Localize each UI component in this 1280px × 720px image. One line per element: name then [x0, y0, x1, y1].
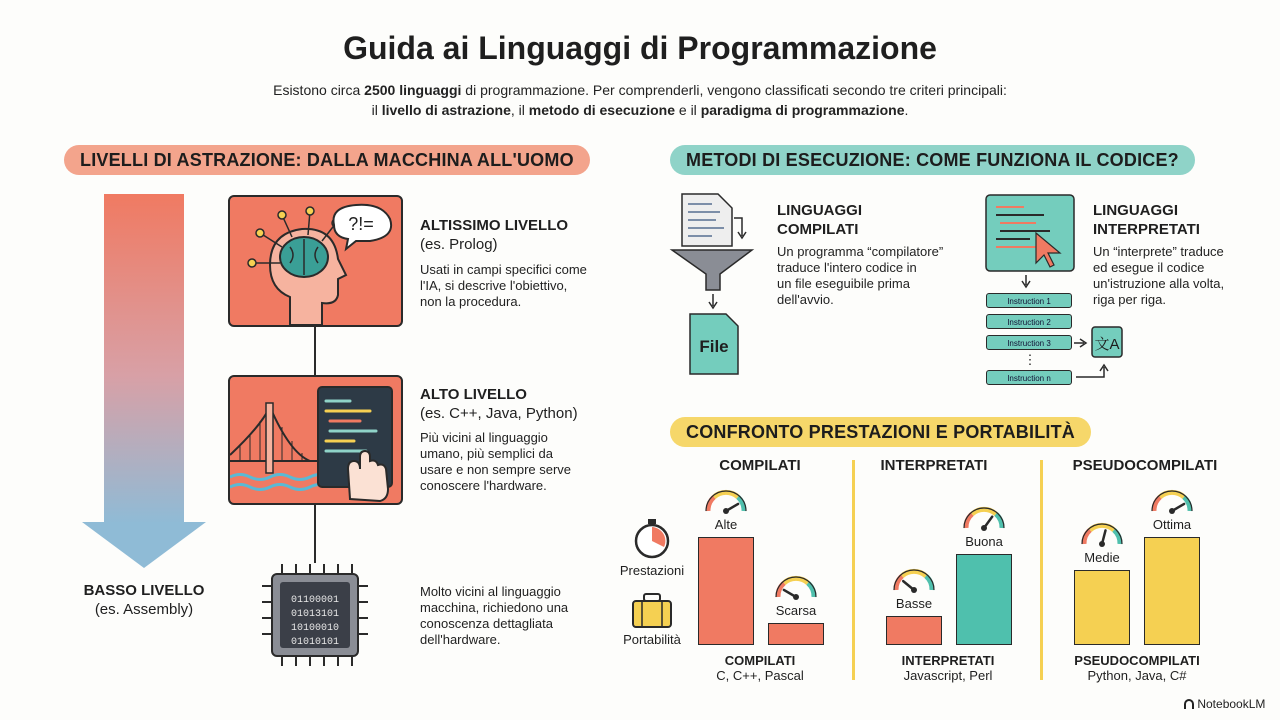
highest-level-desc — [420, 262, 620, 310]
footer-pseudo — [1062, 653, 1212, 683]
execution-banner: METODI DI ESECUZIONE: COME FUNZIONA IL CODICE? — [670, 145, 1195, 175]
desc-line: un file eseguibile prima — [777, 276, 910, 291]
desc-line: l'IA, si descrive l'obiettivo, — [420, 278, 568, 293]
column-separator — [1040, 460, 1043, 680]
gauge-icon — [1080, 520, 1124, 548]
desc-line: conoscere l'hardware. — [420, 478, 547, 493]
highest-level-example: (es. Prolog) — [420, 236, 498, 253]
desc-line: Usati in campi specifici come — [420, 262, 587, 277]
intro-text-part: di programmazione. Per comprenderli, vengono classificati secondo tre criteri principali: — [461, 82, 1007, 98]
desc-line: traduce l'intero codice in — [777, 260, 917, 275]
desc-line: dell'avvio. — [777, 292, 834, 307]
footer-compiled — [690, 653, 830, 683]
compiled-block — [777, 201, 967, 308]
high-level-title: ALTO LIVELLO — [420, 386, 527, 403]
col-head-interpreted: INTERPRETATI — [880, 457, 988, 474]
label-interpreted-performance: Basse — [895, 596, 933, 611]
gauge-icon — [962, 504, 1006, 532]
instruction-box: Instruction 1 — [986, 293, 1072, 308]
low-level-heading — [64, 581, 224, 619]
desc-line: un'istruzione alla volta, — [1093, 276, 1225, 291]
high-level-block — [420, 385, 620, 494]
bridge-card — [228, 375, 403, 505]
col-head-compiled: COMPILATI — [719, 457, 801, 474]
low-level-example: (es. Assembly) — [94, 601, 194, 618]
bar-interpreted-performance — [886, 616, 942, 645]
legend-performance: Prestazioni — [619, 563, 685, 578]
intro-bold: 2500 linguaggi — [364, 82, 462, 98]
binary-line: 01013101 — [290, 609, 339, 620]
compiled-desc — [777, 244, 967, 308]
interpreted-title-2: INTERPRETATI — [1093, 221, 1200, 238]
footer-compiled-examples: C, C++, Pascal — [716, 668, 804, 683]
footer-interpreted-examples: Javascript, Perl — [903, 668, 993, 683]
column-separator — [852, 460, 855, 680]
bar-compiled-portability — [768, 623, 824, 645]
footer-pseudo-title: PSEUDOCOMPILATI — [1074, 653, 1200, 668]
low-level-title: BASSO LIVELLO — [83, 582, 205, 599]
comparison-banner: CONFRONTO PRESTAZIONI E PORTABILITÀ — [670, 417, 1091, 447]
gauge-icon — [892, 566, 936, 594]
intro-bold: livello di astrazione — [381, 102, 511, 118]
brand-name: NotebookLM — [1197, 697, 1266, 711]
binary-line: 01010101 — [290, 637, 339, 648]
desc-line: usare e non sempre serve — [420, 462, 572, 477]
highest-level-block — [420, 216, 620, 310]
gauge-icon — [704, 487, 748, 515]
highest-level-title: ALTISSIMO LIVELLO — [420, 217, 569, 234]
gauge-icon — [1150, 487, 1194, 515]
col-head-pseudo: PSEUDOCOMPILATI — [1072, 457, 1218, 474]
high-level-desc — [420, 430, 620, 494]
intro-text — [0, 80, 1280, 120]
stopwatch-icon — [632, 517, 672, 561]
desc-line: macchina, richiedono una — [420, 600, 569, 615]
label-interpreted-portability: Buona — [965, 534, 1003, 549]
intro-text-part: il — [371, 102, 382, 118]
levels-banner: LIVELLI DI ASTRAZIONE: DALLA MACCHINA ALL'UOMO — [64, 145, 590, 175]
desc-line: umano, più semplici da — [420, 446, 553, 461]
label-pseudo-performance: Medie — [1084, 550, 1120, 565]
desc-line: Più vicini al linguaggio — [420, 430, 548, 445]
interpreted-title-1: LINGUAGGI — [1093, 202, 1178, 219]
chip-illustration — [260, 560, 370, 670]
connector-line — [314, 326, 316, 376]
intro-bold: metodo di esecuzione — [528, 102, 675, 118]
desc-line: Un programma “compilatore” — [777, 244, 944, 259]
footer-compiled-title: COMPILATI — [724, 653, 796, 668]
bar-interpreted-portability — [956, 554, 1012, 645]
compiled-title-1: LINGUAGGI — [777, 202, 862, 219]
desc-line: conoscenza dettagliata — [420, 616, 553, 631]
bar-compiled-performance — [698, 537, 754, 645]
instruction-box: Instruction n — [986, 370, 1072, 385]
footer-interpreted-title: INTERPRETATI — [901, 653, 995, 668]
translate-icon: 文A — [1094, 336, 1120, 353]
intro-text-part: . — [904, 102, 909, 118]
intro-line-1 — [0, 80, 1280, 100]
gauge-icon — [774, 573, 818, 601]
page-title: Guida ai Linguaggi di Programmazione — [343, 30, 937, 66]
binary-line: 01100001 — [290, 595, 339, 606]
brain-card — [228, 195, 403, 327]
interpreted-desc — [1093, 244, 1268, 308]
abstraction-arrow — [80, 192, 210, 572]
brand-mark — [1184, 697, 1265, 711]
desc-line: Un “interprete” traduce — [1093, 244, 1224, 259]
label-compiled-performance: Alte — [714, 517, 738, 532]
desc-line: ed esegue il codice — [1093, 260, 1205, 275]
footer-pseudo-examples: Python, Java, C# — [1087, 668, 1187, 683]
interpreted-block — [1093, 201, 1268, 308]
brain-glyph: ?!= — [348, 214, 374, 234]
intro-text-part: Esistono circa — [273, 82, 365, 98]
compiled-title-2: COMPILATI — [777, 221, 859, 238]
file-label: File — [699, 337, 729, 356]
bar-pseudo-performance — [1074, 570, 1130, 645]
desc-line: riga per riga. — [1093, 292, 1166, 307]
connector-line — [314, 503, 316, 563]
label-compiled-portability: Scarsa — [775, 603, 817, 618]
bridge-illustration — [230, 377, 401, 503]
instruction-box: Instruction 3 — [986, 335, 1072, 350]
instruction-box: Instruction 2 — [986, 314, 1072, 329]
brain-illustration — [230, 197, 401, 325]
high-level-example: (es. C++, Java, Python) — [420, 405, 578, 422]
low-level-desc — [420, 584, 620, 648]
intro-line-2 — [0, 100, 1280, 120]
desc-line: non la procedura. — [420, 294, 522, 309]
suitcase-icon — [630, 592, 674, 630]
binary-line: 10100010 — [290, 623, 339, 634]
desc-line: dell'hardware. — [420, 632, 501, 647]
label-pseudo-portability: Ottima — [1152, 517, 1192, 532]
brand-icon — [1184, 699, 1194, 709]
intro-text-part: e il — [675, 102, 701, 118]
bar-pseudo-portability — [1144, 537, 1200, 645]
intro-bold: paradigma di programmazione — [700, 102, 905, 118]
intro-text-part: , il — [510, 102, 529, 118]
instruction-dots: ⋮ — [1023, 352, 1037, 367]
legend-portability: Portabilità — [623, 632, 681, 647]
desc-line: Molto vicini al linguaggio — [420, 584, 561, 599]
footer-interpreted — [878, 653, 1018, 683]
chip-binary — [284, 594, 346, 650]
